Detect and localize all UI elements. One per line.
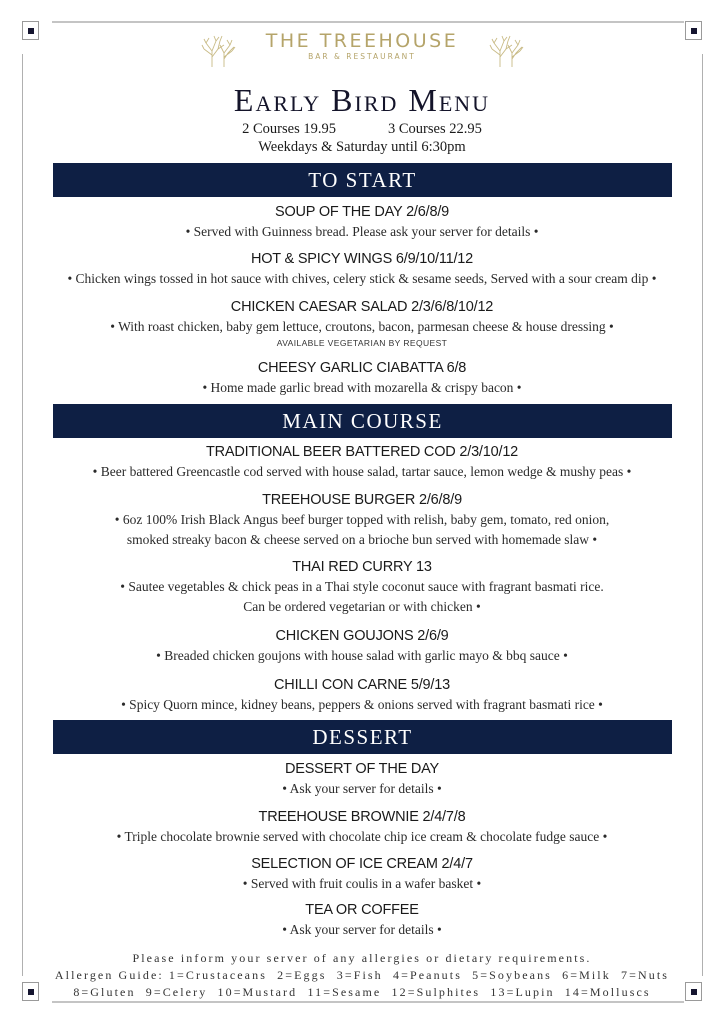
menu-item xyxy=(0,675,724,715)
section-header-dessert: DESSERT xyxy=(53,720,672,754)
item-name: CHILLI CON CARNE 5/9/13 xyxy=(274,677,450,693)
price-3-courses: 3 Courses 22.95 xyxy=(388,121,482,137)
brand-name: THE TREEHOUSE xyxy=(265,30,459,52)
item-name: TRADITIONAL BEER BATTERED COD 2/3/10/12 xyxy=(205,444,519,460)
menu-item xyxy=(0,442,724,482)
item-description: • Ask your server for details • xyxy=(282,922,442,937)
price-2-courses: 2 Courses 19.95 xyxy=(242,121,336,137)
item-description: • Triple chocolate brownie served with chocolate chip ice cream & chocolate fudge sauce • xyxy=(116,829,608,844)
item-name: TREEHOUSE BROWNIE 2/4/7/8 xyxy=(258,809,466,825)
menu-item xyxy=(0,297,724,349)
frame-top-border xyxy=(52,21,684,23)
menu-item xyxy=(0,900,724,940)
price-info xyxy=(0,120,724,156)
item-description: • Sautee vegetables & chick peas in a Thai style coconut sauce with fragrant basmati rice. xyxy=(120,579,604,594)
item-name: THAI RED CURRY 13 xyxy=(292,559,432,575)
allergen-guide-line-1: Allergen Guide: 1=Crustaceans 2=Eggs 3=Fish 4=Peanuts 5=Soybeans 6=Milk 7=Nuts xyxy=(54,968,670,982)
brand-logo xyxy=(0,30,724,62)
item-description: • Ask your server for details • xyxy=(282,781,442,796)
menu-item xyxy=(0,358,724,398)
item-description-line-2: smoked streaky bacon & cheese served on a brioche bun served with homemade slaw • xyxy=(126,532,598,547)
item-name: SELECTION OF ICE CREAM 2/4/7 xyxy=(251,856,473,872)
allergy-notice: Please inform your server of any allergies or dietary requirements. xyxy=(132,951,592,965)
item-description: • Breaded chicken goujons with house salad with garlic mayo & bbq sauce • xyxy=(156,648,568,663)
item-description: • Served with fruit coulis in a wafer basket • xyxy=(242,876,482,891)
menu-item xyxy=(0,807,724,847)
brand-subtitle: BAR & RESTAURANT xyxy=(308,52,416,61)
menu-item xyxy=(0,557,724,617)
menu-item xyxy=(0,249,724,289)
item-name: HOT & SPICY WINGS 6/9/10/11/12 xyxy=(250,251,474,267)
menu-item xyxy=(0,490,724,550)
item-name: CHEESY GARLIC CIABATTA 6/8 xyxy=(257,360,467,376)
item-name: CHICKEN GOUJONS 2/6/9 xyxy=(275,628,449,644)
menu-item xyxy=(0,854,724,894)
item-description: • Chicken wings tossed in hot sauce with chives, celery stick & sesame seeds, Served with a sour cream dip • xyxy=(67,271,657,286)
item-description: • Served with Guinness bread. Please ask your server for details • xyxy=(185,224,539,239)
item-description: • Spicy Quorn mince, kidney beans, peppers & onions served with fragrant basmati rice • xyxy=(121,697,603,712)
item-name: TREEHOUSE BURGER 2/6/8/9 xyxy=(262,492,462,508)
section-header-starters: TO START xyxy=(53,163,672,197)
item-description: • Home made garlic bread with mozarella & crispy bacon • xyxy=(202,380,522,395)
item-name: SOUP OF THE DAY 2/6/8/9 xyxy=(274,204,450,220)
item-description: • With roast chicken, baby gem lettuce, croutons, bacon, parmesan cheese & house dressing • xyxy=(110,319,614,334)
availability-text: Weekdays & Saturday until 6:30pm xyxy=(258,139,466,155)
item-name: DESSERT OF THE DAY xyxy=(284,761,440,777)
section-header-main-course: MAIN COURSE xyxy=(53,404,672,438)
item-note: AVAILABLE VEGETARIAN BY REQUEST xyxy=(276,338,448,348)
item-description: • Beer battered Greencastle cod served with house salad, tartar sauce, lemon wedge & mushy peas • xyxy=(92,464,632,479)
item-name: TEA OR COFFEE xyxy=(305,902,419,918)
menu-item xyxy=(0,202,724,242)
allergen-guide-line-2: 8=Gluten 9=Celery 10=Mustard 11=Sesame 12=Sulphites 13=Lupin 14=Molluscs xyxy=(73,985,651,999)
allergen-footer xyxy=(0,950,724,1001)
item-name: CHICKEN CAESAR SALAD 2/3/6/8/10/12 xyxy=(230,299,494,315)
page-title: Early Bird Menu xyxy=(233,82,491,118)
menu-item xyxy=(0,759,724,799)
item-description: • 6oz 100% Irish Black Angus beef burger topped with relish, baby gem, tomato, red onion, xyxy=(114,512,610,527)
frame-bottom-border xyxy=(52,1001,684,1003)
menu-item xyxy=(0,626,724,666)
item-description-line-2: Can be ordered vegetarian or with chicken • xyxy=(243,599,481,614)
